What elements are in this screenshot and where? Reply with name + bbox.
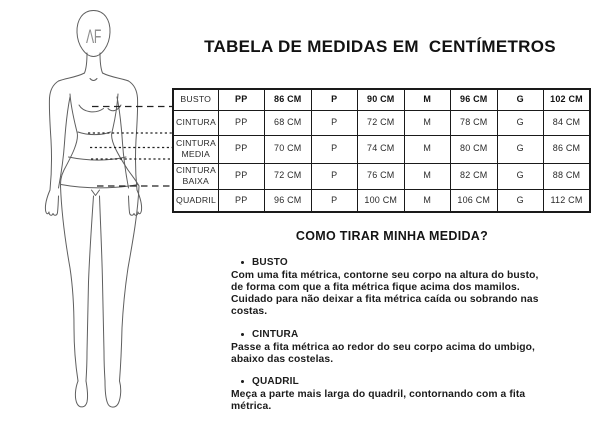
instruction-cintura xyxy=(231,329,553,366)
size-cell: P xyxy=(311,110,358,135)
size-cell: M xyxy=(404,89,451,110)
instruction-label: QUADRIL xyxy=(252,376,299,388)
instruction-text: Meça a parte mais larga do quadril, contornando com a fita métrica. xyxy=(231,389,526,413)
value-cell: 70 CM xyxy=(265,135,312,163)
page-title: TABELA DE MEDIDAS EM CENTÍMETROS xyxy=(204,37,556,56)
bullet-icon xyxy=(241,333,244,336)
row-label: CINTURA xyxy=(173,110,218,135)
value-cell: 106 CM xyxy=(451,189,498,212)
value-cell: 80 CM xyxy=(451,135,498,163)
value-cell: 78 CM xyxy=(451,110,498,135)
value-cell: 84 CM xyxy=(544,110,591,135)
value-cell: 100 CM xyxy=(358,189,405,212)
value-cell: 72 CM xyxy=(265,163,312,189)
arm-inner-left xyxy=(59,97,71,188)
value-cell: 82 CM xyxy=(451,163,498,189)
table-row-busto xyxy=(173,89,590,110)
value-cell: 76 CM xyxy=(358,163,405,189)
leg-outer-right xyxy=(120,186,140,381)
foot-right xyxy=(105,381,121,407)
instruction-busto xyxy=(231,257,553,318)
table-row-cintura-media xyxy=(173,135,590,163)
value-cell: 74 CM xyxy=(358,135,405,163)
size-table xyxy=(172,88,591,213)
size-cell: G xyxy=(497,110,544,135)
size-cell: G xyxy=(497,163,544,189)
bullet-icon xyxy=(241,261,244,264)
crotch-mark xyxy=(92,190,100,196)
row-label: QUADRIL xyxy=(173,189,218,212)
instruction-text: Com uma fita métrica, contorne seu corpo na altura do busto, de forma com que a fita métrica fique acima dos mamilos. Cuidado para não deixar a fita métrica caída ou sobrando nas costas. xyxy=(231,270,539,317)
value-cell: 72 CM xyxy=(358,110,405,135)
size-cell: PP xyxy=(218,110,265,135)
arm-outer-left xyxy=(49,81,58,190)
instruction-label: BUSTO xyxy=(252,257,288,268)
size-cell: PP xyxy=(218,163,265,189)
value-cell: 96 CM xyxy=(265,189,312,212)
value-cell: 88 CM xyxy=(544,163,591,189)
leg-outer-left xyxy=(61,186,79,381)
value-cell: 86 CM xyxy=(265,89,312,110)
size-cell: P xyxy=(311,189,358,212)
shoulder-left xyxy=(59,73,85,81)
leg-inner-left xyxy=(86,196,94,381)
value-cell: 86 CM xyxy=(544,135,591,163)
size-cell: G xyxy=(497,135,544,163)
size-cell: PP xyxy=(218,189,265,212)
size-cell: PP xyxy=(218,89,265,110)
size-cell: G xyxy=(497,189,544,212)
arm-outer-right xyxy=(129,81,138,190)
instruction-label: CINTURA xyxy=(252,328,299,340)
row-label: CINTURA MEDIA xyxy=(173,135,218,163)
collar-notch xyxy=(90,79,97,81)
hand-right xyxy=(129,190,142,215)
arm-inner-right xyxy=(117,97,129,188)
value-cell: 90 CM xyxy=(358,89,405,110)
size-cell: M xyxy=(404,189,451,212)
size-cell: M xyxy=(404,110,451,135)
brand-monogram: ΛF xyxy=(86,26,101,48)
instructions-heading: COMO TIRAR MINHA MEDIDA? xyxy=(295,229,489,243)
bullet-icon xyxy=(241,380,244,383)
row-label: BUSTO xyxy=(173,89,218,110)
instructions-section xyxy=(231,229,553,424)
instruction-text: Passe a fita métrica ao redor do seu corpo acima do umbigo, abaixo das costelas. xyxy=(231,341,536,365)
neck-line-right xyxy=(100,53,103,73)
table-row-cintura xyxy=(173,110,590,135)
table-row-quadril xyxy=(173,189,590,212)
shoulder-right xyxy=(103,73,129,81)
value-cell: 68 CM xyxy=(265,110,312,135)
size-cell: P xyxy=(311,163,358,189)
neck-line-left xyxy=(85,53,88,73)
instruction-quadril xyxy=(231,376,553,413)
size-cell: G xyxy=(497,89,544,110)
size-cell: P xyxy=(311,89,358,110)
size-cell: PP xyxy=(218,135,265,163)
hand-left xyxy=(45,190,58,215)
torso-left xyxy=(61,94,78,186)
leg-inner-right xyxy=(100,196,106,381)
size-cell: M xyxy=(404,163,451,189)
value-cell: 96 CM xyxy=(451,89,498,110)
foot-left xyxy=(75,381,87,407)
value-cell: 112 CM xyxy=(544,189,591,212)
value-cell: 102 CM xyxy=(544,89,591,110)
bust-arc-left xyxy=(79,105,104,112)
size-cell: M xyxy=(404,135,451,163)
row-label: CINTURA BAIXA xyxy=(173,163,218,189)
table-row-cintura-baixa xyxy=(173,163,590,189)
size-cell: P xyxy=(311,135,358,163)
